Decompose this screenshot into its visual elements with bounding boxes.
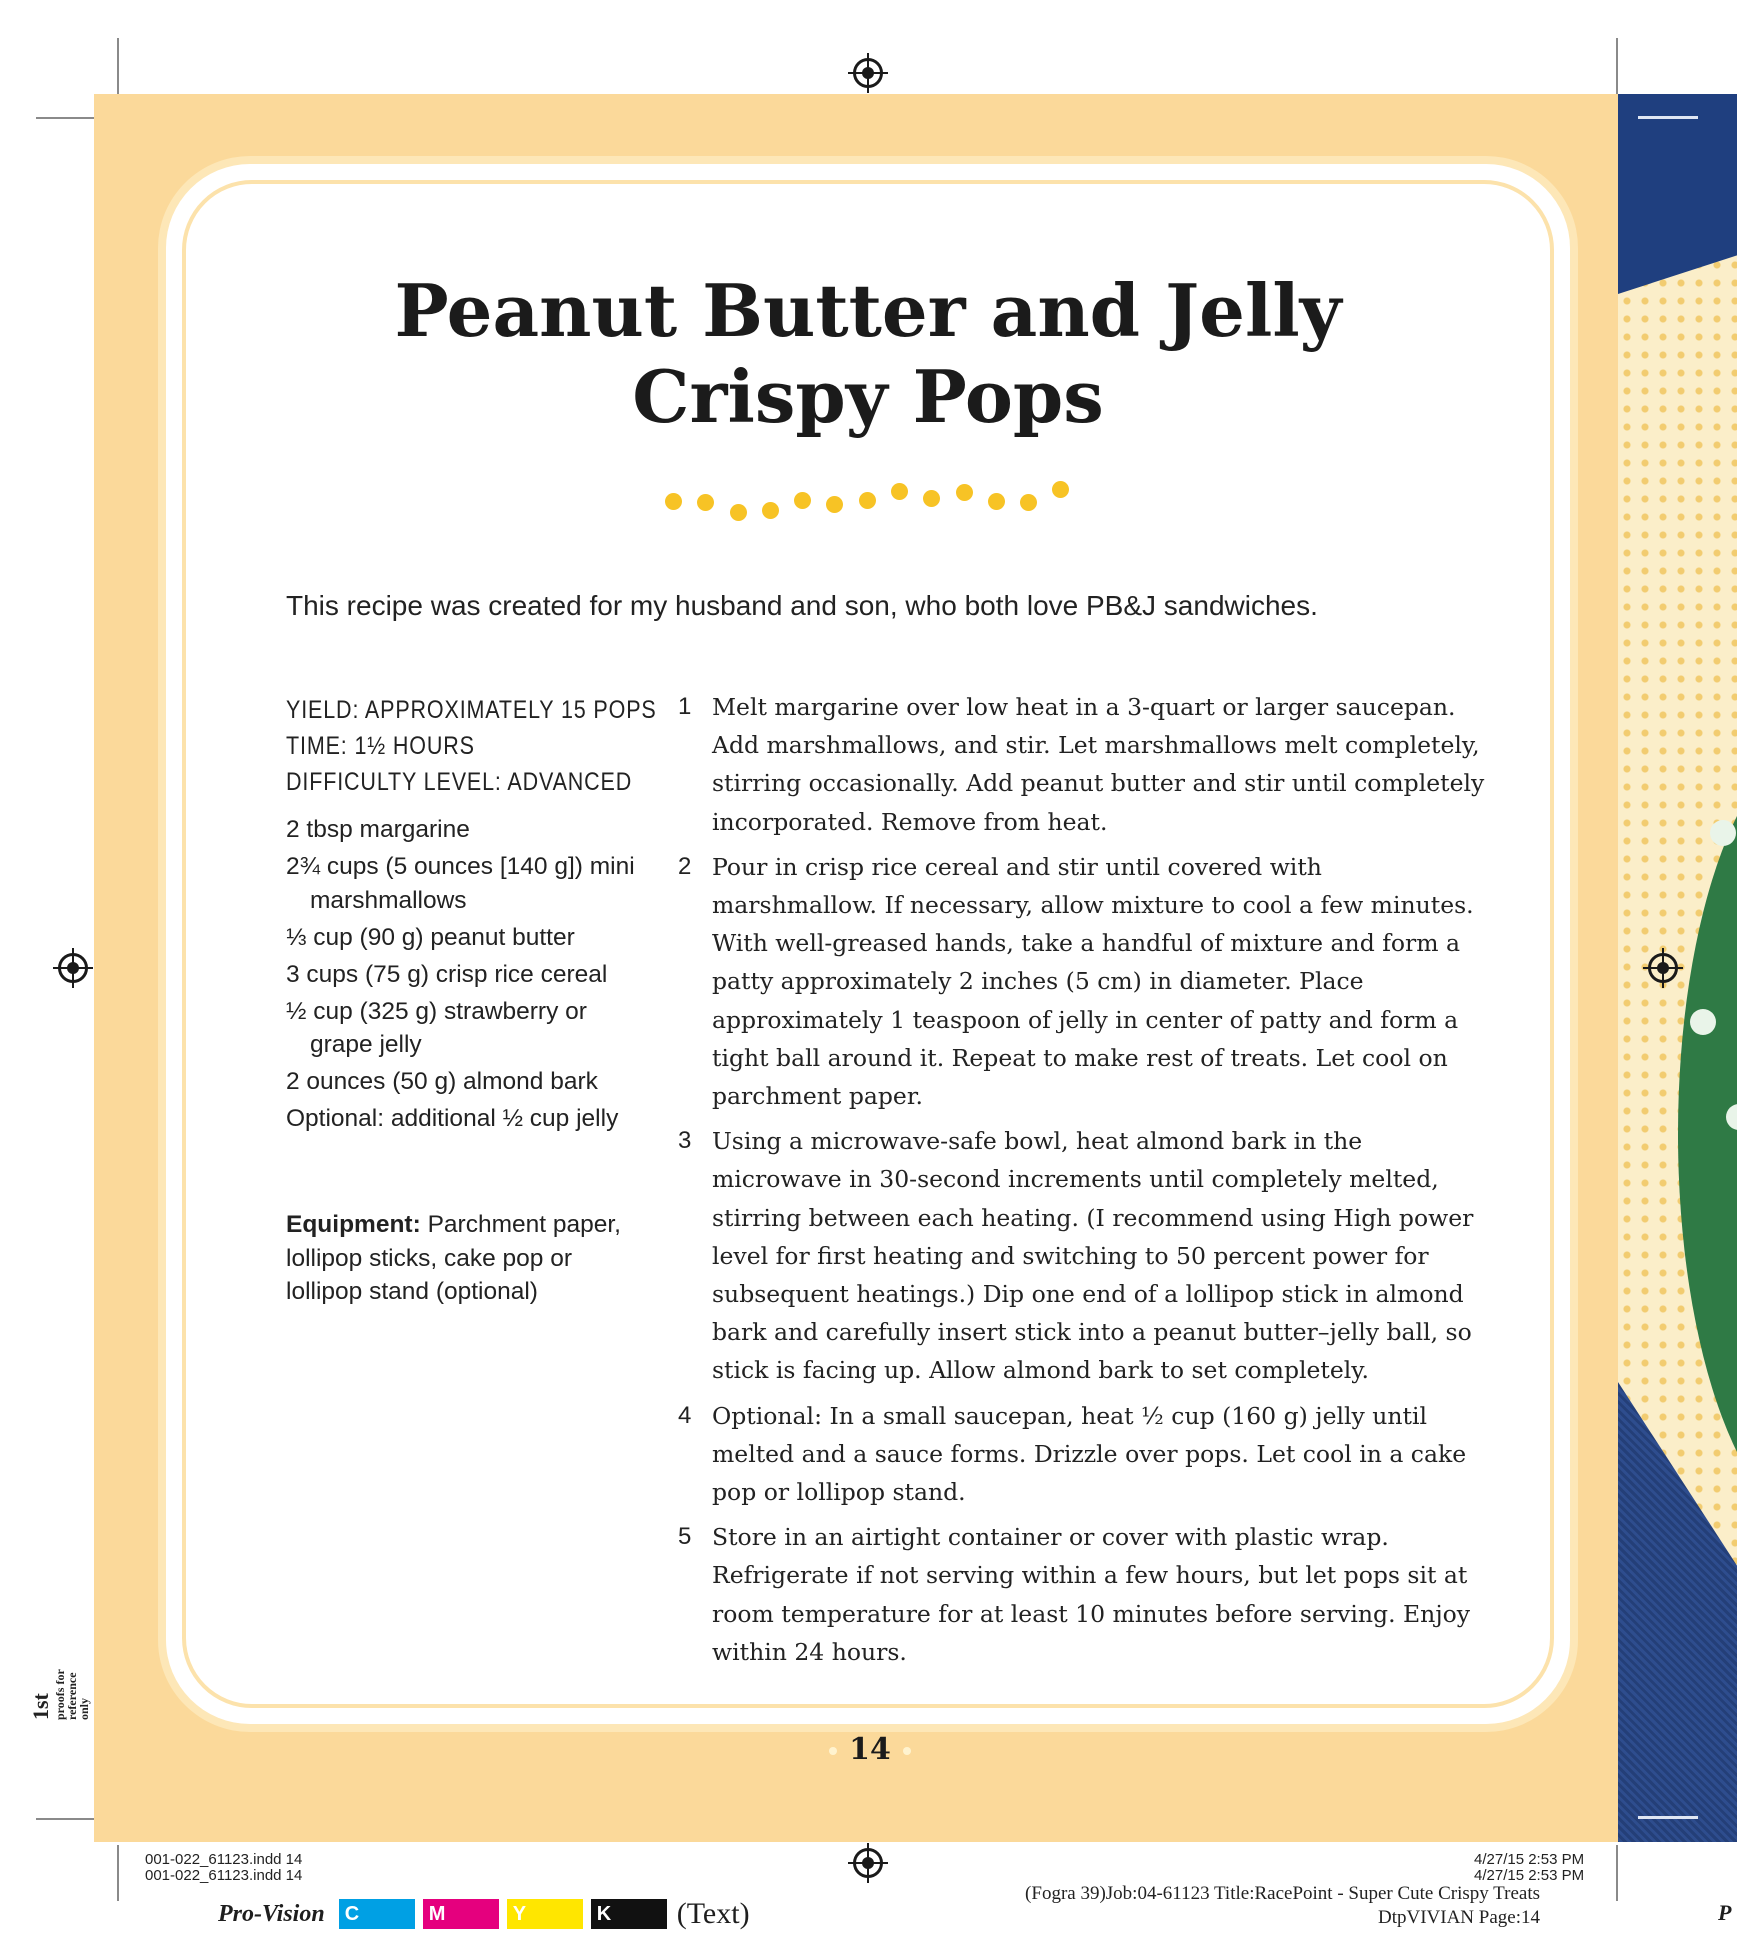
- color-bar-black: K: [591, 1899, 667, 1929]
- edge-letter: P: [1718, 1900, 1732, 1925]
- step-item: [678, 1122, 1494, 1389]
- step-item: [678, 1397, 1494, 1512]
- crop-mark: [1616, 1845, 1618, 1901]
- color-bar-yellow: Y: [507, 1899, 583, 1929]
- instruction-steps: [678, 688, 1494, 1678]
- registration-mark-icon: [853, 58, 883, 88]
- list-item: 3 cups (75 g) crisp rice cereal: [286, 960, 608, 988]
- registration-mark-icon: [853, 1848, 883, 1878]
- difficulty-text: DIFFICULTY LEVEL: ADVANCED: [286, 768, 633, 796]
- color-bars: [218, 1897, 750, 1931]
- proof-stamp-line: proofs for: [53, 1669, 67, 1720]
- green-plate-graphic: [1678, 734, 1737, 1534]
- date-line: 4/27/15 2:53 PM: [1474, 1851, 1585, 1868]
- step-item: [678, 688, 1494, 841]
- crop-mark: [117, 38, 119, 94]
- step-number: 3: [678, 1127, 692, 1155]
- date-info: [1474, 1852, 1584, 1884]
- recipe-intro: This recipe was created for my husband and son, who both love PB&J sandwiches.: [286, 590, 1318, 621]
- proof-stamp-line: only: [77, 1697, 91, 1720]
- equipment-note: [286, 1208, 626, 1309]
- recipe-meta: [286, 692, 657, 800]
- color-bar-cyan: C: [339, 1899, 415, 1929]
- step-text: Store in an airtight container or cover with plastic wrap. Refrigerate if not serving within a few hours, but let pops sit at room temperature for at least 10 minutes before serving. Enjoy within 24 hours.: [712, 1523, 1471, 1666]
- step-number: 5: [678, 1523, 692, 1551]
- file-info: [145, 1852, 302, 1884]
- provision-logo: Pro-Vision: [218, 1900, 325, 1927]
- step-text: Using a microwave-safe bowl, heat almond bark in the microwave in 30-second increments until completely melted, stirring between each heating. (I recommend using High power level for first heating and switching to 50 percent power for subsequent heatings.) Dip one end of a lollipop stick in almond bark and carefully insert stick into a peanut butter–jelly ball, so stick is facing up. Allow almond bark to set completely.: [712, 1127, 1474, 1385]
- proof-stamp-line: reference: [65, 1672, 79, 1720]
- list-item: ½ cup (325 g) strawberry or grape jelly: [286, 997, 587, 1058]
- list-item: 2¾ cups (5 ounces [140 g]) mini marshmallows: [286, 853, 635, 914]
- job-info: [1025, 1882, 1540, 1930]
- yield-text: YIELD: APPROXIMATELY 15 POPS: [286, 696, 657, 724]
- list-item: ⅓ cup (90 g) peanut butter: [286, 923, 575, 951]
- equipment-text: Parchment paper, lollipop sticks, cake pop or lollipop stand (optional): [286, 1211, 621, 1305]
- step-number: 2: [678, 852, 692, 880]
- time-text: TIME: 1½ HOURS: [286, 732, 475, 760]
- step-text: Optional: In a small saucepan, heat ½ cup (160 g) jelly until melted and a sauce forms. Drizzle over pops. Let cool in a cake pop or lollipop stand.: [712, 1401, 1467, 1507]
- job-line: (Fogra 39)Job:04-61123 Title:RacePoint - Super Cute Crispy Treats: [1025, 1883, 1540, 1904]
- recipe-title: [172, 268, 1564, 440]
- page-number-text: 14: [849, 1732, 891, 1767]
- step-number: 1: [678, 693, 692, 720]
- crop-mark: [36, 117, 94, 119]
- step-item: [678, 848, 1494, 1115]
- crop-mark: [117, 1845, 119, 1901]
- ingredient-list: [286, 813, 656, 1139]
- bar-text: (Text): [676, 1897, 750, 1930]
- registration-mark-icon: [58, 953, 88, 983]
- date-line: 4/27/15 2:53 PM: [1474, 1867, 1585, 1884]
- list-item: 2 ounces (50 g) almond bark: [286, 1068, 598, 1095]
- step-item: [678, 1518, 1494, 1671]
- step-text: Pour in crisp rice cereal and stir until covered with marshmallow. If necessary, allow mixture to cool a few minutes. With well-greased hands, take a handful of mixture and form a patty approximately 2 inches (5 cm) in diameter. Place approximately 1 teaspoon of jelly in center of patty and form a tight ball around it. Repeat to make rest of treats. Let cool on parchment paper.: [712, 852, 1474, 1111]
- title-line-1: Peanut Butter and Jelly: [394, 268, 1342, 353]
- proof-stamp: [28, 1669, 90, 1720]
- file-line: 001-022_61123.indd 14: [145, 1851, 303, 1868]
- list-item: Optional: additional ½ cup jelly: [286, 1105, 619, 1132]
- color-bar-magenta: M: [423, 1899, 499, 1929]
- step-text: Melt margarine over low heat in a 3-quart or larger saucepan. Add marshmallows, and stir. Let marshmallows melt completely, stirring occasionally. Add peanut butter and stir until completely incorporated. Remove from heat.: [712, 693, 1485, 836]
- title-line-2: Crispy Pops: [632, 354, 1104, 439]
- list-item: 2 tbsp margarine: [286, 816, 470, 843]
- step-number: 4: [678, 1401, 692, 1429]
- crop-mark: [36, 1818, 94, 1820]
- equipment-label: Equipment:: [286, 1211, 421, 1238]
- registration-mark-icon: [1648, 953, 1678, 983]
- page-number: [810, 1732, 930, 1767]
- crop-mark: [1616, 38, 1618, 94]
- dtp-line: DtpVIVIAN Page:14: [1377, 1907, 1540, 1928]
- proof-stamp-big: 1st: [28, 1693, 53, 1720]
- file-line: 001-022_61123.indd 14: [145, 1867, 303, 1884]
